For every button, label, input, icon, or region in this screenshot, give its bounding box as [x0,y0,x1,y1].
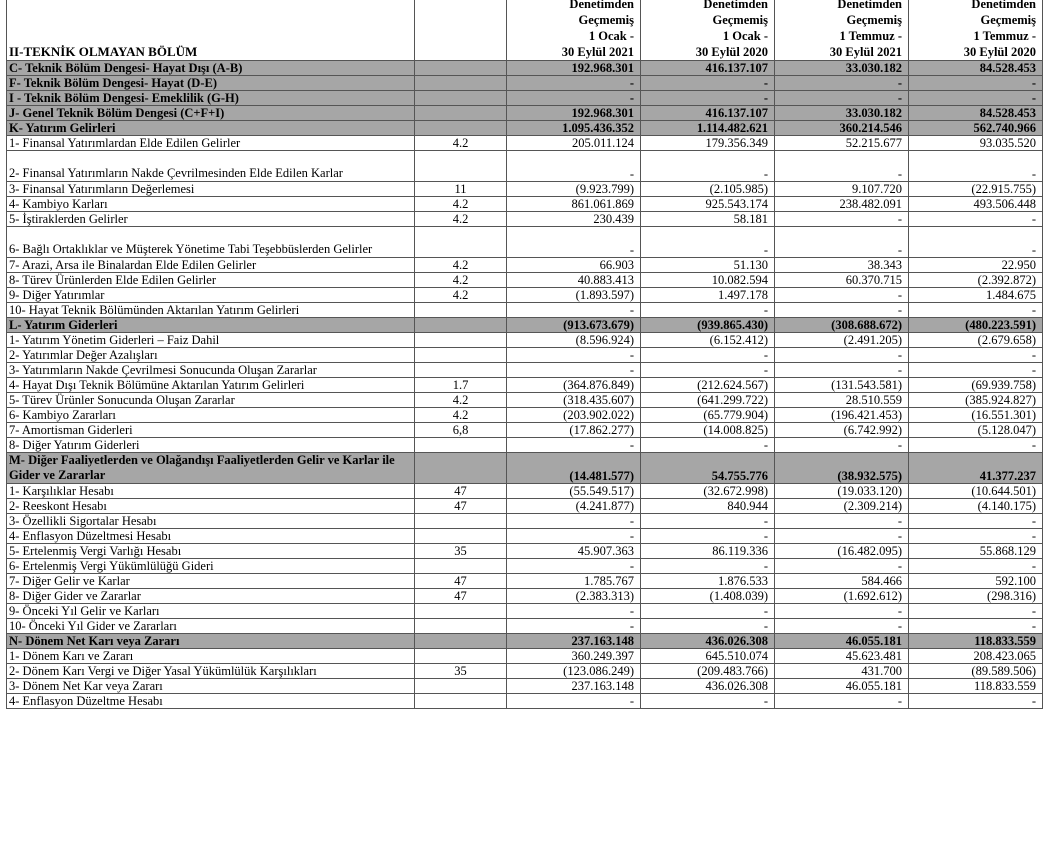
table-row [7,499,1043,514]
table-row [7,348,1043,363]
table-row [7,604,1043,619]
value-cell-2: (2.105.985) [641,182,775,197]
value-cell-3: 45.623.481 [775,649,909,664]
table-row [7,333,1043,348]
value-cell-3: - [775,559,909,574]
row-note: 4.2 [415,197,507,212]
value-cell-1: 192.968.301 [507,61,641,76]
row-label: 8- Türev Ürünlerden Elde Edilen Gelirler [7,273,415,288]
row-note [415,76,507,91]
value-cell-2: (14.008.825) [641,423,775,438]
value-cell-3: (2.309.214) [775,499,909,514]
row-note: 4.2 [415,288,507,303]
value-cell-1: - [507,529,641,544]
value-cell-3: (2.491.205) [775,333,909,348]
row-note [415,604,507,619]
section-row [7,76,1043,91]
value-cell-3: (196.421.453) [775,408,909,423]
row-label: N- Dönem Net Karı veya Zararı [7,634,415,649]
value-cell-1: 205.011.124 [507,136,641,151]
row-label: 8- Diğer Yatırım Giderleri [7,438,415,453]
value-cell-4: (2.679.658) [909,333,1043,348]
value-cell-3: 46.055.181 [775,679,909,694]
value-cell-2: 645.510.074 [641,649,775,664]
table-row [7,484,1043,499]
value-cell-3: 38.343 [775,258,909,273]
value-cell-1: 66.903 [507,258,641,273]
value-cell-2: 54.755.776 [641,453,775,484]
value-cell-2: 58.181 [641,212,775,227]
row-label: 4- Kambiyo Karları [7,197,415,212]
value-cell-4: (16.551.301) [909,408,1043,423]
value-cell-3: - [775,604,909,619]
row-note: 4.2 [415,273,507,288]
value-cell-4: (22.915.755) [909,182,1043,197]
value-cell-4: (480.223.591) [909,318,1043,333]
row-label: 7- Amortisman Giderleri [7,423,415,438]
row-note: 35 [415,544,507,559]
row-note: 4.2 [415,408,507,423]
value-cell-4: - [909,227,1043,258]
value-cell-4: (89.589.506) [909,664,1043,679]
row-note [415,151,507,182]
value-cell-3: 360.214.546 [775,121,909,136]
value-cell-3: - [775,91,909,106]
value-cell-2: 179.356.349 [641,136,775,151]
value-cell-2: (939.865.430) [641,318,775,333]
value-cell-4: 208.423.065 [909,649,1043,664]
row-label: 3- Dönem Net Kar veya Zararı [7,679,415,694]
value-cell-1: - [507,559,641,574]
value-cell-2: 416.137.107 [641,61,775,76]
value-cell-2: 436.026.308 [641,679,775,694]
value-cell-1: (318.435.607) [507,393,641,408]
value-cell-1: - [507,151,641,182]
value-cell-4: (2.392.872) [909,273,1043,288]
value-cell-3: 52.215.677 [775,136,909,151]
row-note [415,529,507,544]
value-cell-3: (131.543.581) [775,378,909,393]
column-header-3: Denetimden Geçmemiş 1 Temmuz - 30 Eylül 2021 [775,0,909,61]
value-cell-2: - [641,619,775,634]
table-row [7,151,1043,182]
value-cell-3: 28.510.559 [775,393,909,408]
value-cell-3: - [775,529,909,544]
table-row [7,694,1043,709]
row-label: 7- Diğer Gelir ve Karlar [7,574,415,589]
value-cell-3: - [775,288,909,303]
table-row [7,544,1043,559]
row-note [415,694,507,709]
value-cell-1: - [507,438,641,453]
value-cell-4: - [909,91,1043,106]
row-label: 4- Enflasyon Düzeltme Hesabı [7,694,415,709]
section-title: II-TEKNİK OLMAYAN BÖLÜM [7,0,415,61]
row-note [415,318,507,333]
value-cell-4: (5.128.047) [909,423,1043,438]
value-cell-2: - [641,438,775,453]
value-cell-3: (1.692.612) [775,589,909,604]
value-cell-3: - [775,348,909,363]
value-cell-1: - [507,363,641,378]
value-cell-4: 93.035.520 [909,136,1043,151]
row-note: 47 [415,589,507,604]
value-cell-2: - [641,227,775,258]
table-row [7,288,1043,303]
row-label: 6- Kambiyo Zararları [7,408,415,423]
value-cell-2: - [641,348,775,363]
value-cell-1: - [507,303,641,318]
value-cell-4: (10.644.501) [909,484,1043,499]
row-note: 47 [415,574,507,589]
column-header-2: Denetimden Geçmemiş 1 Ocak - 30 Eylül 2020 [641,0,775,61]
row-label: 2- Reeskont Hesabı [7,499,415,514]
value-cell-2: 925.543.174 [641,197,775,212]
value-cell-1: (123.086.249) [507,664,641,679]
section-row [7,106,1043,121]
table-row [7,574,1043,589]
table-row [7,408,1043,423]
value-cell-4: 493.506.448 [909,197,1043,212]
section-row [7,634,1043,649]
section-row [7,453,1043,484]
value-cell-4: - [909,694,1043,709]
value-cell-4: - [909,76,1043,91]
table-row [7,664,1043,679]
table-row [7,273,1043,288]
row-note [415,514,507,529]
value-cell-4: - [909,559,1043,574]
value-cell-4: - [909,348,1043,363]
row-note: 4.2 [415,136,507,151]
table-row [7,258,1043,273]
value-cell-4: (4.140.175) [909,499,1043,514]
value-cell-1: 40.883.413 [507,273,641,288]
value-cell-1: (17.862.277) [507,423,641,438]
row-label: 2- Dönem Karı Vergi ve Diğer Yasal Yükümlülük Karşılıkları [7,664,415,679]
value-cell-4: 118.833.559 [909,634,1043,649]
row-label: 1- Yatırım Yönetim Giderleri – Faiz Dahil [7,333,415,348]
section-row [7,318,1043,333]
value-cell-1: 861.061.869 [507,197,641,212]
value-cell-2: - [641,514,775,529]
value-cell-3: (16.482.095) [775,544,909,559]
value-cell-2: 86.119.336 [641,544,775,559]
row-label: K- Yatırım Gelirleri [7,121,415,136]
value-cell-1: - [507,348,641,363]
value-cell-3: 46.055.181 [775,634,909,649]
value-cell-1: - [507,619,641,634]
value-cell-3: - [775,514,909,529]
row-note [415,363,507,378]
row-note [415,61,507,76]
value-cell-2: 840.944 [641,499,775,514]
table-row [7,212,1043,227]
table-row [7,559,1043,574]
value-cell-2: - [641,91,775,106]
value-cell-2: 1.114.482.621 [641,121,775,136]
table-row [7,438,1043,453]
row-label: 5- Ertelenmiş Vergi Varlığı Hesabı [7,544,415,559]
row-note [415,333,507,348]
value-cell-3: 60.370.715 [775,273,909,288]
value-cell-2: 416.137.107 [641,106,775,121]
value-cell-3: - [775,76,909,91]
value-cell-3: - [775,694,909,709]
row-label: 5- İştiraklerden Gelirler [7,212,415,227]
value-cell-4: (69.939.758) [909,378,1043,393]
row-label: F- Teknik Bölüm Dengesi- Hayat (D-E) [7,76,415,91]
table-row [7,423,1043,438]
value-cell-4: 22.950 [909,258,1043,273]
value-cell-1: - [507,76,641,91]
row-note: 6,8 [415,423,507,438]
value-cell-2: (65.779.904) [641,408,775,423]
value-cell-2: (32.672.998) [641,484,775,499]
value-cell-4: - [909,363,1043,378]
row-note: 4.2 [415,393,507,408]
value-cell-2: 51.130 [641,258,775,273]
value-cell-2: - [641,76,775,91]
row-label: 6- Ertelenmiş Vergi Yükümlülüğü Gideri [7,559,415,574]
value-cell-1: 237.163.148 [507,679,641,694]
value-cell-3: - [775,619,909,634]
table-row [7,514,1043,529]
value-cell-2: (641.299.722) [641,393,775,408]
row-note: 1.7 [415,378,507,393]
row-note: 4.2 [415,212,507,227]
value-cell-2: (6.152.412) [641,333,775,348]
row-note [415,649,507,664]
column-header-1: Denetimden Geçmemiş 1 Ocak - 30 Eylül 2021 [507,0,641,61]
header-row [7,0,1043,61]
row-note: 47 [415,484,507,499]
row-label: 9- Diğer Yatırımlar [7,288,415,303]
value-cell-4: - [909,529,1043,544]
value-cell-2: 1.876.533 [641,574,775,589]
income-statement-sheet [6,0,1042,709]
table-row [7,363,1043,378]
table-row [7,182,1043,197]
row-label: C- Teknik Bölüm Dengesi- Hayat Dışı (A-B) [7,61,415,76]
value-cell-4: - [909,438,1043,453]
section-row [7,91,1043,106]
value-cell-4: 84.528.453 [909,61,1043,76]
value-cell-2: (1.408.039) [641,589,775,604]
row-note [415,303,507,318]
row-note [415,121,507,136]
value-cell-2: - [641,529,775,544]
row-label: 4- Enflasyon Düzeltmesi Hesabı [7,529,415,544]
value-cell-2: - [641,694,775,709]
value-cell-1: (55.549.517) [507,484,641,499]
column-header-4: Denetimden Geçmemiş 1 Temmuz - 30 Eylül 2020 [909,0,1043,61]
row-note [415,106,507,121]
row-label: J- Genel Teknik Bölüm Dengesi (C+F+I) [7,106,415,121]
row-note [415,227,507,258]
value-cell-1: 1.095.436.352 [507,121,641,136]
value-cell-3: - [775,363,909,378]
value-cell-1: (9.923.799) [507,182,641,197]
value-cell-2: - [641,559,775,574]
value-cell-1: - [507,514,641,529]
table-row [7,197,1043,212]
value-cell-2: 1.497.178 [641,288,775,303]
value-cell-1: 230.439 [507,212,641,227]
note-header [415,0,507,61]
value-cell-2: - [641,363,775,378]
value-cell-3: - [775,151,909,182]
row-label: M- Diğer Faaliyetlerden ve Olağandışı Faaliyetlerden Gelir ve Karlar ile Gider ve Zararlar [7,453,415,484]
value-cell-1: - [507,91,641,106]
value-cell-1: (4.241.877) [507,499,641,514]
value-cell-3: 431.700 [775,664,909,679]
table-row [7,303,1043,318]
table-row [7,136,1043,151]
value-cell-3: - [775,212,909,227]
value-cell-4: (298.316) [909,589,1043,604]
table-row [7,227,1043,258]
value-cell-4: - [909,619,1043,634]
value-cell-4: 118.833.559 [909,679,1043,694]
value-cell-1: 237.163.148 [507,634,641,649]
value-cell-2: 436.026.308 [641,634,775,649]
value-cell-3: 9.107.720 [775,182,909,197]
value-cell-3: (308.688.672) [775,318,909,333]
row-note: 4.2 [415,258,507,273]
value-cell-3: 238.482.091 [775,197,909,212]
table-row [7,619,1043,634]
table-row [7,378,1043,393]
value-cell-4: - [909,151,1043,182]
value-cell-3: - [775,438,909,453]
row-label: 9- Önceki Yıl Gelir ve Karları [7,604,415,619]
row-label: 10- Önceki Yıl Gider ve Zararları [7,619,415,634]
section-row [7,121,1043,136]
row-note [415,453,507,484]
value-cell-3: - [775,303,909,318]
row-note [415,559,507,574]
value-cell-4: 562.740.966 [909,121,1043,136]
value-cell-3: (38.932.575) [775,453,909,484]
row-label: L- Yatırım Giderleri [7,318,415,333]
value-cell-4: - [909,514,1043,529]
value-cell-1: (364.876.849) [507,378,641,393]
table-row [7,679,1043,694]
value-cell-3: (6.742.992) [775,423,909,438]
row-note: 11 [415,182,507,197]
row-label: 1- Finansal Yatırımlardan Elde Edilen Gelirler [7,136,415,151]
value-cell-3: 33.030.182 [775,106,909,121]
value-cell-2: (212.624.567) [641,378,775,393]
value-cell-1: - [507,694,641,709]
value-cell-1: 45.907.363 [507,544,641,559]
value-cell-1: 360.249.397 [507,649,641,664]
table-row [7,589,1043,604]
value-cell-3: 33.030.182 [775,61,909,76]
row-label: 4- Hayat Dışı Teknik Bölümüne Aktarılan Yatırım Gelirleri [7,378,415,393]
value-cell-3: (19.033.120) [775,484,909,499]
table-body [7,0,1043,709]
row-label: 7- Arazi, Arsa ile Binalardan Elde Edilen Gelirler [7,258,415,273]
row-label: 3- Yatırımların Nakde Çevrilmesi Sonucunda Oluşan Zararlar [7,363,415,378]
row-note [415,634,507,649]
table-row [7,393,1043,408]
row-note [415,348,507,363]
non-technical-section-table [6,0,1043,709]
value-cell-4: 592.100 [909,574,1043,589]
table-row [7,529,1043,544]
row-label: 8- Diğer Gider ve Zararlar [7,589,415,604]
row-note [415,619,507,634]
value-cell-4: 55.868.129 [909,544,1043,559]
value-cell-4: 1.484.675 [909,288,1043,303]
row-label: 1- Dönem Karı ve Zararı [7,649,415,664]
value-cell-4: (385.924.827) [909,393,1043,408]
value-cell-1: - [507,227,641,258]
value-cell-3: 584.466 [775,574,909,589]
section-row [7,61,1043,76]
value-cell-1: 192.968.301 [507,106,641,121]
value-cell-4: - [909,303,1043,318]
value-cell-4: - [909,212,1043,227]
row-label: 2- Yatırımlar Değer Azalışları [7,348,415,363]
value-cell-1: (203.902.022) [507,408,641,423]
value-cell-2: (209.483.766) [641,664,775,679]
row-note: 35 [415,664,507,679]
row-label: 5- Türev Ürünler Sonucunda Oluşan Zararlar [7,393,415,408]
value-cell-2: - [641,151,775,182]
row-label: 6- Bağlı Ortaklıklar ve Müşterek Yönetime Tabi Teşebbüslerden Gelirler [7,227,415,258]
row-label: 2- Finansal Yatırımların Nakde Çevrilmesinden Elde Edilen Karlar [7,151,415,182]
value-cell-1: (2.383.313) [507,589,641,604]
value-cell-2: - [641,303,775,318]
row-note [415,438,507,453]
row-label: 3- Özellikli Sigortalar Hesabı [7,514,415,529]
row-note [415,679,507,694]
value-cell-1: - [507,604,641,619]
table-row [7,649,1043,664]
row-note: 47 [415,499,507,514]
value-cell-1: 1.785.767 [507,574,641,589]
value-cell-1: (1.893.597) [507,288,641,303]
value-cell-1: (913.673.679) [507,318,641,333]
value-cell-4: 84.528.453 [909,106,1043,121]
value-cell-3: - [775,227,909,258]
row-label: 3- Finansal Yatırımların Değerlemesi [7,182,415,197]
row-label: I - Teknik Bölüm Dengesi- Emeklilik (G-H) [7,91,415,106]
value-cell-1: (8.596.924) [507,333,641,348]
value-cell-1: (14.481.577) [507,453,641,484]
row-note [415,91,507,106]
value-cell-4: - [909,604,1043,619]
value-cell-4: 41.377.237 [909,453,1043,484]
row-label: 10- Hayat Teknik Bölümünden Aktarılan Yatırım Gelirleri [7,303,415,318]
row-label: 1- Karşılıklar Hesabı [7,484,415,499]
value-cell-2: 10.082.594 [641,273,775,288]
value-cell-2: - [641,604,775,619]
